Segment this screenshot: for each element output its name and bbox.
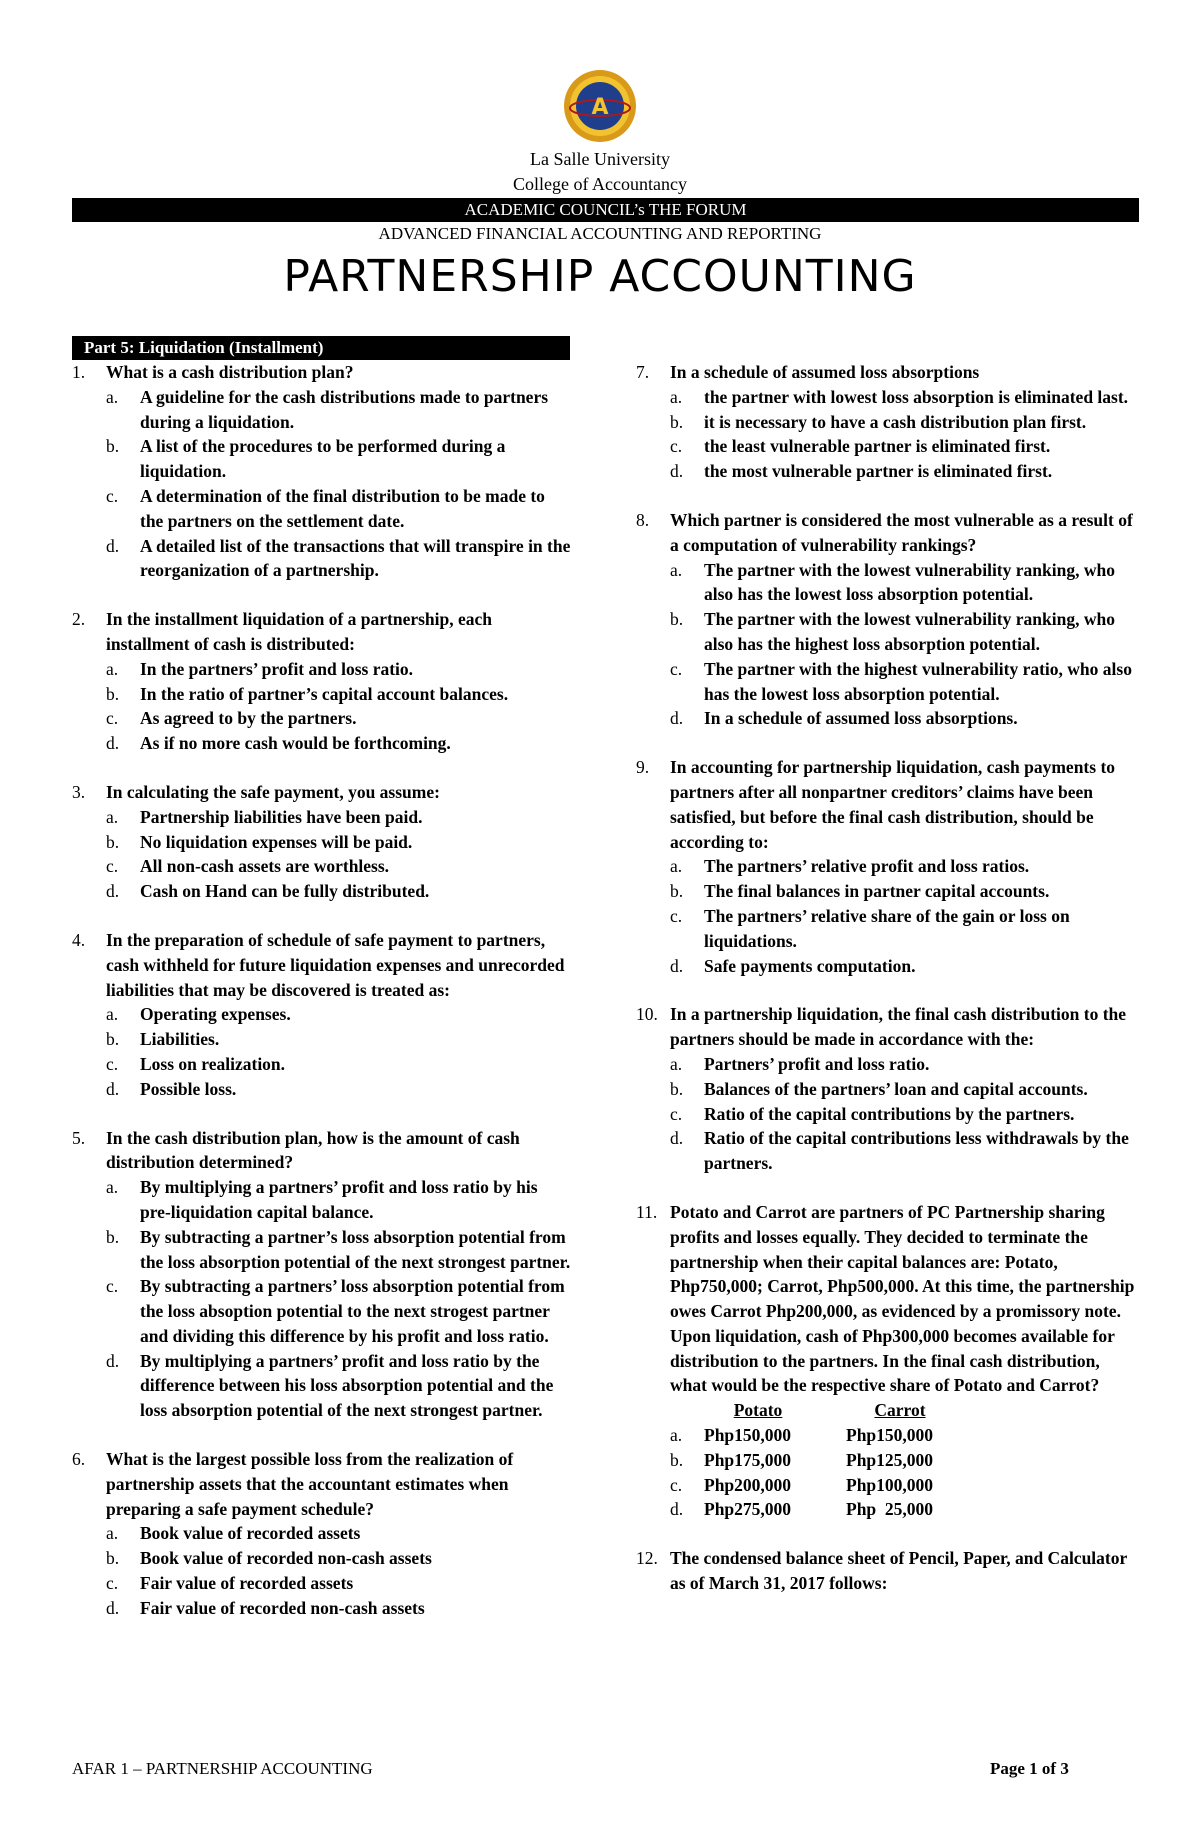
answer-option: [670, 434, 1136, 459]
answer-option: [106, 805, 572, 830]
option-text: the most vulnerable partner is eliminated first.: [704, 461, 1053, 482]
answer-option: [106, 434, 572, 484]
option-letter: d.: [106, 535, 120, 556]
option-text: Liabilities.: [140, 1029, 220, 1050]
answer-option: [670, 607, 1136, 657]
question-text: Which partner is considered the most vulnerable as a result of a computation of vulnerability rankings?: [670, 509, 1133, 555]
option-letter: d.: [106, 881, 120, 902]
option-text: it is necessary to have a cash distribution plan first.: [704, 411, 1087, 432]
answer-option: [106, 682, 572, 707]
answer-option: [670, 706, 1136, 731]
option-text: Loss on realization.: [140, 1053, 286, 1074]
question-number: 12.: [636, 1548, 658, 1569]
option-text: the partner with lowest loss absorption is eliminated last.: [704, 386, 1129, 407]
question-2: [72, 607, 572, 756]
option-text: A guideline for the cash distributions made to partners during a liquidation.: [140, 386, 549, 432]
answer-table-row: [670, 1448, 1136, 1473]
question-number: 10.: [636, 1004, 658, 1025]
question-5: [72, 1126, 572, 1424]
answer-option: [670, 657, 1136, 707]
option-letter: a.: [670, 856, 683, 877]
question-number: 4.: [72, 929, 86, 950]
option-letter: d.: [670, 708, 684, 729]
column-potato: Potato: [733, 1400, 783, 1421]
option-letter: a.: [670, 1425, 683, 1446]
question-number: 8.: [636, 509, 650, 530]
question-number: 6.: [72, 1449, 86, 1470]
answer-option: [106, 1349, 572, 1423]
option-letter: d.: [670, 1128, 684, 1149]
option-text: Book value of recorded assets: [140, 1523, 361, 1544]
option-text: Partners’ profit and loss ratio.: [704, 1053, 930, 1074]
subject-line: ADVANCED FINANCIAL ACCOUNTING AND REPORTING: [378, 224, 822, 243]
logo-letter: A: [591, 95, 609, 120]
answer-option: [670, 385, 1136, 410]
option-letter: c.: [670, 1474, 683, 1495]
answer-option: [670, 1052, 1136, 1077]
option-letter: c.: [106, 1573, 119, 1594]
footer-page-number: Page 1 of 3: [990, 1759, 1069, 1778]
option-letter: b.: [670, 1449, 684, 1470]
option-letter: c.: [106, 485, 119, 506]
option-letter: d.: [106, 1350, 120, 1371]
answer-option: [106, 385, 572, 435]
carrot-amount: Php 25,000: [846, 1499, 934, 1520]
potato-amount: Php275,000: [704, 1499, 792, 1520]
answer-option: [670, 854, 1136, 879]
carrot-amount: Php100,000: [846, 1474, 934, 1495]
answer-option: [670, 954, 1136, 979]
answer-option: [106, 1571, 572, 1596]
answer-table-row: [670, 1423, 1136, 1448]
option-letter: c.: [670, 905, 683, 926]
question-text: In a partnership liquidation, the final cash distribution to the partners should be made in accordance with the:: [670, 1004, 1127, 1050]
option-text: Book value of recorded non-cash assets: [140, 1548, 432, 1569]
answer-option: [106, 1521, 572, 1546]
answer-option: [106, 1596, 572, 1621]
question-number: 1.: [72, 362, 86, 382]
option-text: the least vulnerable partner is eliminated first.: [704, 436, 1051, 457]
answer-option: [106, 854, 572, 879]
option-letter: b.: [106, 831, 120, 852]
option-text: A detailed list of the transactions that will transpire in the reorganization of a partnership.: [140, 535, 571, 581]
answer-option: [106, 1274, 572, 1348]
option-letter: b.: [106, 1029, 120, 1050]
question-number: 5.: [72, 1127, 86, 1148]
answer-option: [670, 879, 1136, 904]
option-text: Fair value of recorded non-cash assets: [140, 1597, 425, 1618]
question-text: In accounting for partnership liquidation, cash payments to partners after all nonpartner creditors’ claims have been satisfied, but before the final cash distribution, should be according to:: [670, 757, 1116, 852]
option-text: By multiplying a partners’ profit and loss ratio by the difference between his loss absorption potential and the loss absorption potential of the next strongest partner.: [140, 1350, 554, 1421]
answer-option: [670, 558, 1136, 608]
answer-option: [106, 484, 572, 534]
answer-table-row: [670, 1497, 1136, 1522]
option-letter: a.: [106, 386, 119, 407]
potato-amount: Php200,000: [704, 1474, 792, 1495]
question-number: 2.: [72, 609, 86, 630]
answer-option: [106, 1546, 572, 1571]
answer-option: [670, 410, 1136, 435]
question-number: 11.: [636, 1201, 658, 1222]
column-carrot: Carrot: [874, 1400, 926, 1421]
question-text: In the cash distribution plan, how is the amount of cash distribution determined?: [106, 1127, 520, 1173]
option-letter: a.: [670, 386, 683, 407]
answer-option: [106, 1077, 572, 1102]
answer-option: [106, 830, 572, 855]
option-letter: a.: [106, 1177, 119, 1198]
option-text: Ratio of the capital contributions less withdrawals by the partners.: [704, 1128, 1129, 1174]
option-text: The partners’ relative profit and loss ratios.: [704, 856, 1030, 877]
answer-option: [106, 1175, 572, 1225]
footer-course: AFAR 1 – PARTNERSHIP ACCOUNTING: [72, 1759, 373, 1778]
question-6: [72, 1447, 572, 1621]
question-text: Potato and Carrot are partners of PC Partnership sharing profits and losses equally. They decided to terminate the partnership when their capital balances are: Potato, Php750,000; Carrot, Php500,000. At this time, the partnership owes Carrot Php200,000, as evidenced by a promissory note. Upon liquidation, cash of Php300,000 becomes available for distribution to the partners. In the final cash distribution, what would be the respective share of Potato and Carrot?: [670, 1201, 1135, 1396]
answer-option: [106, 1225, 572, 1275]
option-text: By subtracting a partner’s loss absorption potential from the loss absorption potential of the next strongest partner.: [140, 1226, 571, 1272]
option-letter: b.: [670, 609, 684, 630]
question-text: In the installment liquidation of a partnership, each installment of cash is distributed:: [106, 609, 493, 654]
option-text: In the partners’ profit and loss ratio.: [140, 658, 414, 679]
answer-option: [106, 706, 572, 731]
option-text: As agreed to by the partners.: [140, 708, 357, 729]
answer-option: [106, 1052, 572, 1077]
question-7: [636, 360, 1136, 484]
answer-option: [670, 1077, 1136, 1102]
option-text: The final balances in partner capital accounts.: [704, 881, 1050, 902]
answer-option: [106, 534, 572, 584]
potato-amount: Php150,000: [704, 1425, 792, 1446]
option-letter: a.: [670, 1053, 683, 1074]
option-letter: b.: [106, 1548, 120, 1569]
answer-table-header: [670, 1398, 1136, 1423]
question-text: What is a cash distribution plan?: [106, 362, 354, 382]
question-text: In calculating the safe payment, you assume:: [106, 781, 440, 802]
answer-option: [670, 459, 1136, 484]
option-letter: a.: [106, 1523, 119, 1544]
option-text: The partner with the lowest vulnerability ranking, who also has the highest loss absorption potential.: [704, 609, 1115, 654]
page-title: PARTNERSHIP ACCOUNTING: [283, 251, 917, 302]
option-letter: b.: [106, 436, 120, 457]
question-3: [72, 780, 572, 904]
option-text: The partners’ relative share of the gain or loss on liquidations.: [704, 905, 1070, 951]
option-text: Cash on Hand can be fully distributed.: [140, 881, 430, 902]
question-9: [636, 755, 1136, 978]
option-letter: d.: [670, 461, 684, 482]
option-letter: a.: [106, 1004, 119, 1025]
option-letter: b.: [670, 881, 684, 902]
potato-amount: Php175,000: [704, 1449, 792, 1470]
option-letter: a.: [106, 658, 119, 679]
option-text: No liquidation expenses will be paid.: [140, 831, 413, 852]
question-11: [636, 1200, 1136, 1522]
option-letter: c.: [670, 658, 683, 679]
option-letter: b.: [106, 1226, 120, 1247]
option-letter: b.: [670, 1078, 684, 1099]
option-text: In a schedule of assumed loss absorptions.: [704, 708, 1018, 729]
option-letter: c.: [670, 436, 683, 457]
council-banner: ACADEMIC COUNCIL’s THE FORUM: [72, 198, 1139, 222]
option-letter: c.: [670, 1103, 683, 1124]
option-text: A determination of the final distribution to be made to the partners on the settlement date.: [140, 485, 545, 531]
option-text: Ratio of the capital contributions by the partners.: [704, 1103, 1075, 1124]
option-letter: b.: [106, 683, 120, 704]
option-letter: c.: [106, 1276, 119, 1297]
university-name: La Salle University: [530, 149, 670, 169]
part-title: Part 5: Liquidation (Installment): [72, 336, 570, 360]
question-text: In the preparation of schedule of safe payment to partners, cash withheld for future liquidation expenses and unrecorded liabilities that may be discovered is treated as:: [106, 929, 565, 1000]
option-text: A list of the procedures to be performed during a liquidation.: [140, 436, 506, 482]
carrot-amount: Php125,000: [846, 1449, 934, 1470]
question-10: [636, 1002, 1136, 1176]
option-letter: c.: [106, 708, 119, 729]
answer-option: [106, 879, 572, 904]
answer-option: [670, 1126, 1136, 1176]
option-text: Safe payments computation.: [704, 955, 916, 976]
option-letter: d.: [106, 1597, 120, 1618]
question-8: [636, 508, 1136, 731]
option-letter: a.: [106, 806, 119, 827]
option-letter: c.: [106, 1053, 119, 1074]
answer-option: [670, 1102, 1136, 1127]
question-text: In a schedule of assumed loss absorptions: [670, 362, 980, 382]
question-text: What is the largest possible loss from the realization of partnership assets that the accountant estimates when preparing a safe payment schedule?: [106, 1449, 514, 1519]
option-text: The partner with the lowest vulnerability ranking, who also has the lowest loss absorption potential.: [704, 559, 1115, 605]
answer-option: [106, 1027, 572, 1052]
university-logo-icon: [562, 68, 638, 144]
college-name: College of Accountancy: [513, 174, 687, 194]
option-text: By multiplying a partners’ profit and loss ratio by his pre-liquidation capital balance.: [140, 1177, 538, 1222]
option-text: By subtracting a partners’ loss absorption potential from the loss absoption potential to the next strogest partner and dividing this difference by his profit and loss ratio.: [140, 1276, 565, 1346]
option-letter: b.: [670, 411, 684, 432]
option-text: Fair value of recorded assets: [140, 1573, 354, 1594]
option-letter: d.: [106, 1078, 120, 1099]
option-text: The partner with the highest vulnerability ratio, who also has the lowest loss absorption potential.: [704, 658, 1132, 704]
question-12: [636, 1546, 1136, 1596]
option-letter: d.: [670, 1499, 684, 1520]
question-number: 7.: [636, 362, 650, 382]
answer-table-row: [670, 1473, 1136, 1498]
option-text: In the ratio of partner’s capital account balances.: [140, 683, 509, 704]
option-text: Balances of the partners’ loan and capital accounts.: [704, 1078, 1088, 1099]
option-letter: a.: [670, 559, 683, 580]
question-1: [72, 360, 572, 583]
question-4: [72, 928, 572, 1102]
option-text: All non-cash assets are worthless.: [140, 856, 390, 877]
option-letter: d.: [106, 733, 120, 754]
answer-option: [106, 1002, 572, 1027]
answer-option: [106, 657, 572, 682]
option-text: As if no more cash would be forthcoming.: [140, 733, 451, 754]
question-number: 9.: [636, 757, 650, 778]
answer-option: [670, 904, 1136, 954]
option-letter: c.: [106, 856, 119, 877]
option-letter: d.: [670, 955, 684, 976]
answer-option: [106, 731, 572, 756]
carrot-amount: Php150,000: [846, 1425, 934, 1446]
left-column: [72, 360, 572, 1645]
question-text: The condensed balance sheet of Pencil, Paper, and Calculator as of March 31, 2017 follows:: [670, 1548, 1127, 1594]
option-text: Partnership liabilities have been paid.: [140, 806, 423, 827]
option-text: Possible loss.: [140, 1078, 237, 1099]
right-column: [636, 360, 1136, 1620]
question-number: 3.: [72, 781, 86, 802]
option-text: Operating expenses.: [140, 1004, 291, 1025]
